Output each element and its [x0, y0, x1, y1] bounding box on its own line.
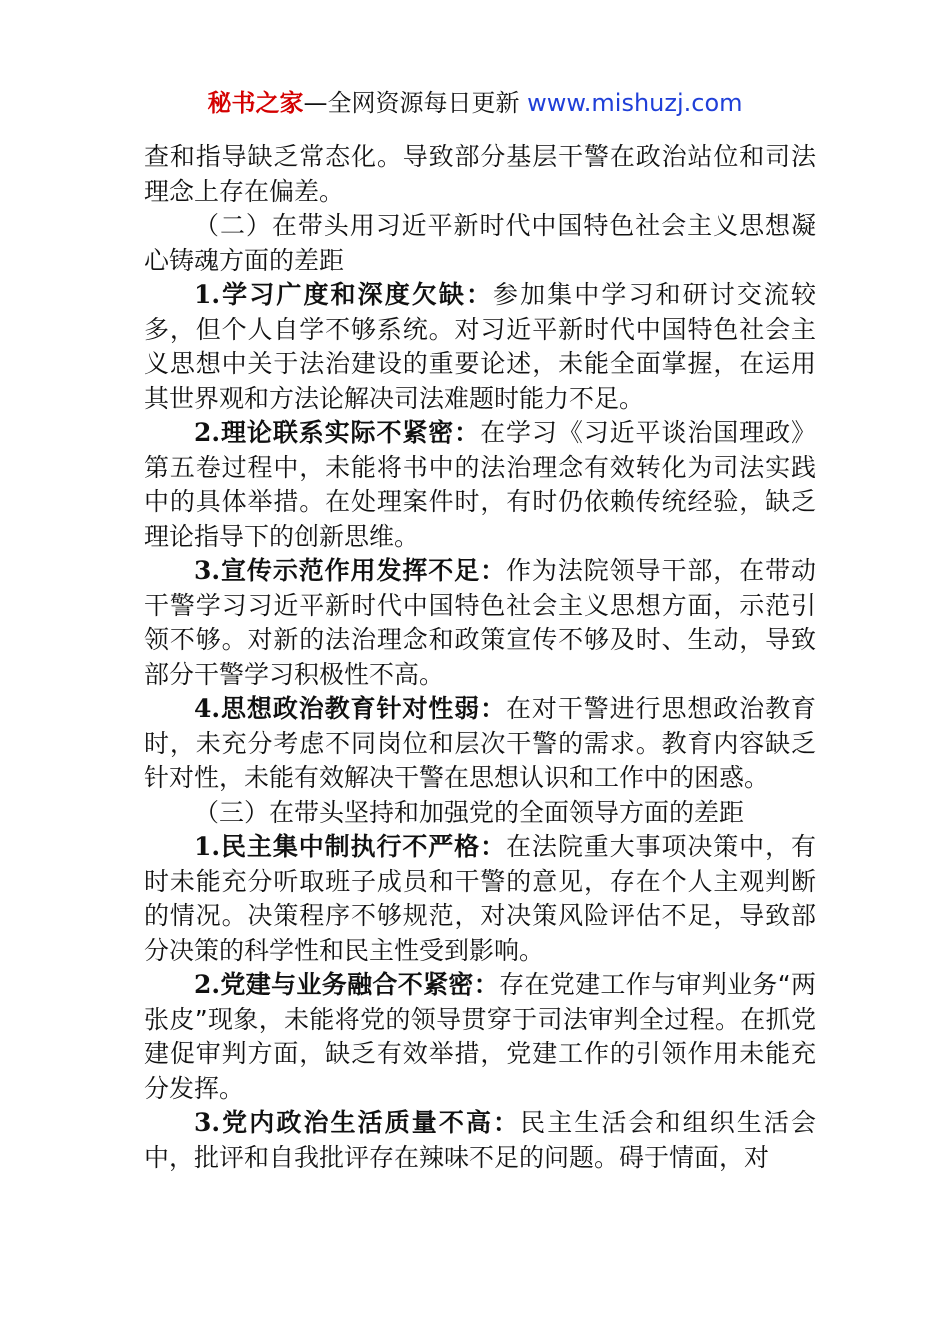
item-lead: 2.理论联系实际不紧密：: [194, 418, 481, 447]
continued-paragraph: 查和指导缺乏常态化。导致部分基层干警在政治站位和司法理念上存在偏差。: [144, 142, 816, 206]
section-2-item-2: [144, 416, 816, 554]
item-text: 在学习《习近平谈治国理政》第五卷过程中，未能将书中的法治理念有效转化为司法实践中的具体举措。在处理案件时，有时仍依赖传统经验，缺乏理论指导下的创新思维。: [144, 418, 816, 551]
item-text: 存在党建工作与审判业务“两张皮”现象，未能将党的领导贯穿于司法审判全过程。在抓党建促审判方面，缺乏有效举措，党建工作的引领作用未能充分发挥。: [144, 970, 816, 1103]
section-3-item-2: [144, 968, 816, 1106]
section-2-item-4: [144, 692, 816, 796]
document-body: [144, 140, 816, 1175]
section-heading-2: （二）在带头用习近平新时代中国特色社会主义思想凝心铸魂方面的差距: [144, 211, 816, 275]
item-lead: 3.宣传示范作用发挥不足：: [194, 556, 506, 585]
item-lead: 1.学习广度和深度欠缺：: [194, 280, 494, 309]
item-lead: 4.思想政治教育针对性弱：: [194, 694, 506, 723]
header-tagline: —全网资源每日更新: [303, 89, 528, 117]
item-lead: 1.民主集中制执行不严格：: [194, 832, 506, 861]
section-3-item-3: [144, 1106, 816, 1175]
site-url-link[interactable]: www.mishuzj.com: [527, 89, 743, 117]
section-2-item-1: [144, 278, 816, 416]
section-heading-3: （三）在带头坚持和加强党的全面领导方面的差距: [194, 797, 745, 827]
item-text: 参加集中学习和研讨交流较多，但个人自学不够系统。对习近平新时代中国特色社会主义思想中关于法治建设的重要论述，未能全面掌握，在运用其世界观和方法论解决司法难题时能力不足。: [144, 280, 816, 413]
section-3-item-1: [144, 830, 816, 968]
item-text: 在法院重大事项决策中，有时未能充分听取班子成员和干警的意见，存在个人主观判断的情况。决策程序不够规范，对决策风险评估不足，导致部分决策的科学性和民主性受到影响。: [144, 832, 816, 965]
item-text: 民主生活会和组织生活会中，批评和自我批评存在辣味不足的问题。碍于情面，对: [144, 1108, 816, 1172]
item-text: 作为法院领导干部，在带动干警学习习近平新时代中国特色社会主义思想方面，示范引领不够。对新的法治理念和政策宣传不够及时、生动，导致部分干警学习积极性不高。: [144, 556, 816, 689]
item-lead: 2.党建与业务融合不紧密：: [194, 970, 500, 999]
item-lead: 3.党内政治生活质量不高：: [194, 1108, 521, 1137]
brand-name: 秘书之家: [207, 89, 304, 117]
site-header: [0, 86, 950, 120]
section-2-item-3: [144, 554, 816, 692]
item-text: 在对干警进行思想政治教育时，未充分考虑不同岗位和层次干警的需求。教育内容缺乏针对性，未能有效解决干警在思想认识和工作中的困惑。: [144, 694, 816, 792]
